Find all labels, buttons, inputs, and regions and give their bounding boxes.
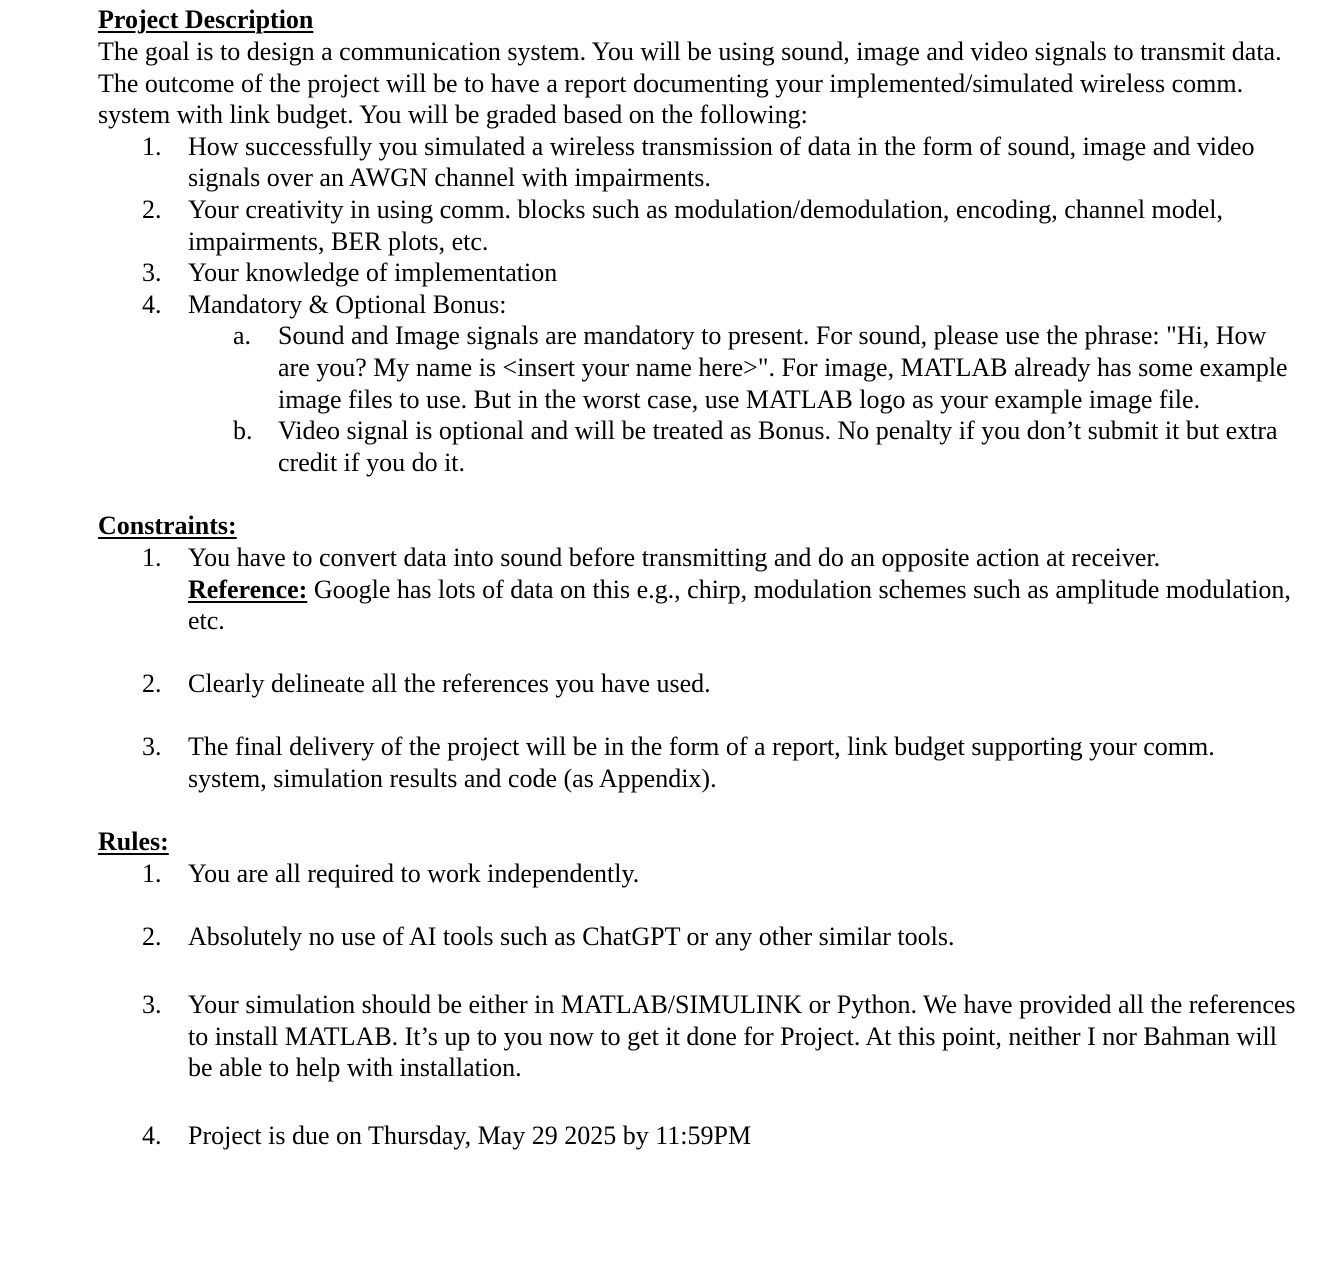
rules-heading: Rules: xyxy=(98,827,169,857)
list-item-number: 3. xyxy=(142,732,162,762)
list-item-number: 4. xyxy=(142,289,162,319)
list-item-text: You have to convert data into sound before transmitting and do an opposite action at receiver. xyxy=(188,542,1161,572)
list-item-number: 1. xyxy=(142,542,162,572)
list-item xyxy=(98,858,1298,890)
sub-list-item xyxy=(98,320,1298,415)
constraints-list xyxy=(98,542,1298,795)
list-item xyxy=(98,194,1298,257)
list-item-text: Clearly delineate all the references you have used. xyxy=(188,669,711,699)
list-item xyxy=(98,668,1298,700)
list-item xyxy=(98,542,1298,637)
project-intro-paragraph: The goal is to design a communication system. You will be using sound, image and video signals to transmit data. The outcome of the project will be to have a report documenting your implemented/simulated wireless comm. system with link budget. You will be graded based on the following: xyxy=(98,37,1282,130)
sub-list-item-text: Sound and Image signals are mandatory to present. For sound, please use the phrase: "Hi, How are you? My name is <insert your name here>". For image, MATLAB already has some example image files to use. But in the worst case, use MATLAB logo as your example image file. xyxy=(278,321,1288,414)
list-item-number: 3. xyxy=(142,258,162,288)
list-item-text: Project is due on Thursday, May 29 2025 by 11:59PM xyxy=(188,1120,752,1150)
list-item-number: 2. xyxy=(142,669,162,699)
list-item-number: 2. xyxy=(142,922,162,952)
sub-list-item-text: Video signal is optional and will be treated as Bonus. No penalty if you don’t submit it but extra credit if you do it. xyxy=(278,416,1278,477)
list-item-text: Your simulation should be either in MATLAB/SIMULINK or Python. We have provided all the references to install MATLAB. It’s up to you now to get it done for Project. At this point, neither I nor Bahman will be able to help with installation. xyxy=(188,990,1296,1083)
list-item xyxy=(98,289,1298,321)
list-item xyxy=(98,921,1298,953)
constraints-heading: Constraints: xyxy=(98,510,237,540)
list-item-text: How successfully you simulated a wireless transmission of data in the form of sound, image and video signals over an AWGN channel with impairments. xyxy=(188,131,1255,193)
list-item-number: 1. xyxy=(142,859,162,889)
list-item xyxy=(98,1120,1298,1152)
list-item-text: Mandatory & Optional Bonus: xyxy=(188,289,507,319)
rules-list xyxy=(98,858,1298,1151)
list-item-number: 3. xyxy=(142,990,162,1020)
list-item-number: 1. xyxy=(142,131,162,161)
list-item xyxy=(98,989,1298,1084)
list-item xyxy=(98,131,1298,194)
grading-criteria-list xyxy=(98,131,1298,479)
sub-list-item-letter: a. xyxy=(233,321,252,351)
list-item-text: Your creativity in using comm. blocks such as modulation/demodulation, encoding, channel model, impairments, BER plots, etc. xyxy=(188,194,1224,256)
sub-list-item xyxy=(98,415,1298,478)
list-item-text: Absolutely no use of AI tools such as ChatGPT or any other similar tools. xyxy=(188,922,955,952)
list-item-text: Your knowledge of implementation xyxy=(188,258,558,288)
list-item-number: 4. xyxy=(142,1120,162,1150)
sub-list-item-letter: b. xyxy=(233,416,253,446)
list-item-text: The final delivery of the project will be in the form of a report, link budget supporting your comm. system, simulation results and code (as Appendix). xyxy=(188,732,1215,794)
list-item xyxy=(98,257,1298,289)
reference-text: Google has lots of data on this e.g., chirp, modulation schemes such as amplitude modulation, etc. xyxy=(188,574,1291,636)
reference-label: Reference: xyxy=(188,574,308,604)
list-item-text: You are all required to work independently. xyxy=(188,859,640,889)
list-item-number: 2. xyxy=(142,194,162,224)
list-item xyxy=(98,731,1298,794)
document-page xyxy=(98,4,1298,1151)
project-description-heading: Project Description xyxy=(98,5,314,34)
